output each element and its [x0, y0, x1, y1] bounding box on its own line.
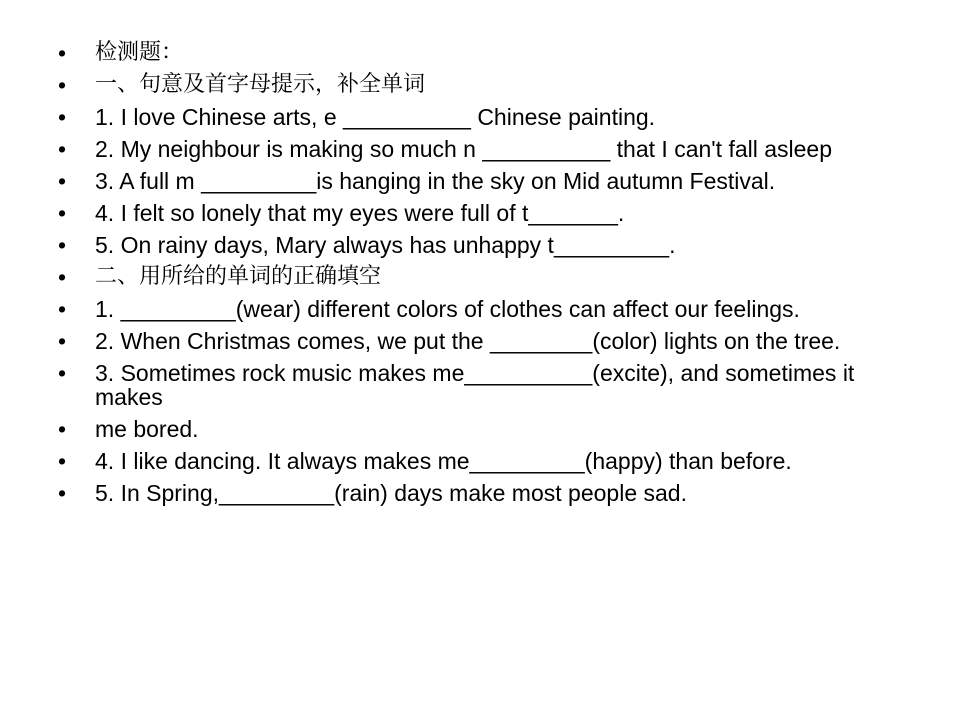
list-item-text: 二、用所给的单词的正确填空: [95, 264, 382, 289]
list-item-question: [58, 297, 928, 321]
list-item-text: 2. When Christmas comes, we put the ________(color) lights on the tree.: [95, 328, 841, 354]
bullet-icon: •: [58, 264, 67, 290]
list-item-question: [58, 233, 928, 257]
list-item-text: 5. On rainy days, Mary always has unhappy t_________.: [95, 232, 676, 258]
list-item-question: [58, 201, 928, 225]
bullet-icon: •: [58, 104, 67, 130]
list-item-question: [58, 449, 928, 473]
list-item-text: 1. _________(wear) different colors of clothes can affect our feelings.: [95, 296, 800, 322]
list-item-text: 1. I love Chinese arts, e __________ Chinese painting.: [95, 104, 656, 130]
list-item-text: 3. Sometimes rock music makes me__________(excite), and sometimes it makes: [95, 360, 861, 410]
list-item-section-title: [58, 41, 928, 65]
bullet-icon: •: [58, 416, 67, 442]
list-item-question: [58, 169, 928, 193]
list-item-question: [58, 481, 928, 505]
list-item-text: 一、句意及首字母提示，补全单词: [95, 72, 426, 97]
list-item-part-two-heading: [58, 265, 928, 289]
bullet-icon: •: [58, 72, 67, 98]
bullet-icon: •: [58, 136, 67, 162]
bullet-icon: •: [58, 328, 67, 354]
bullet-icon: •: [58, 480, 67, 506]
bullet-icon: •: [58, 40, 67, 66]
bullet-icon: •: [58, 200, 67, 226]
list-item-text: me bored.: [95, 416, 199, 442]
bullet-icon: •: [58, 168, 67, 194]
bullet-icon: •: [58, 360, 67, 386]
list-item-text: 4. I felt so lonely that my eyes were full of t_______.: [95, 200, 625, 226]
list-item-question: [58, 361, 928, 409]
list-item-text: 检测题：: [95, 40, 184, 65]
list-item-question: [58, 329, 928, 353]
bullet-icon: •: [58, 296, 67, 322]
list-item-question: [58, 417, 928, 441]
list-item-question: [58, 137, 928, 161]
bullet-icon: •: [58, 232, 67, 258]
exercise-bullet-list: [58, 41, 928, 513]
bullet-icon: •: [58, 448, 67, 474]
list-item-text: 2. My neighbour is making so much n __________ that I can't fall asleep: [95, 136, 833, 162]
list-item-text: 5. In Spring,_________(rain) days make most people sad.: [95, 480, 687, 506]
list-item-text: 4. I like dancing. It always makes me_________(happy) than before.: [95, 448, 792, 474]
list-item-text: 3. A full m _________is hanging in the sky on Mid autumn Festival.: [95, 168, 776, 194]
list-item-part-one-heading: [58, 73, 928, 97]
list-item-question: [58, 105, 928, 129]
